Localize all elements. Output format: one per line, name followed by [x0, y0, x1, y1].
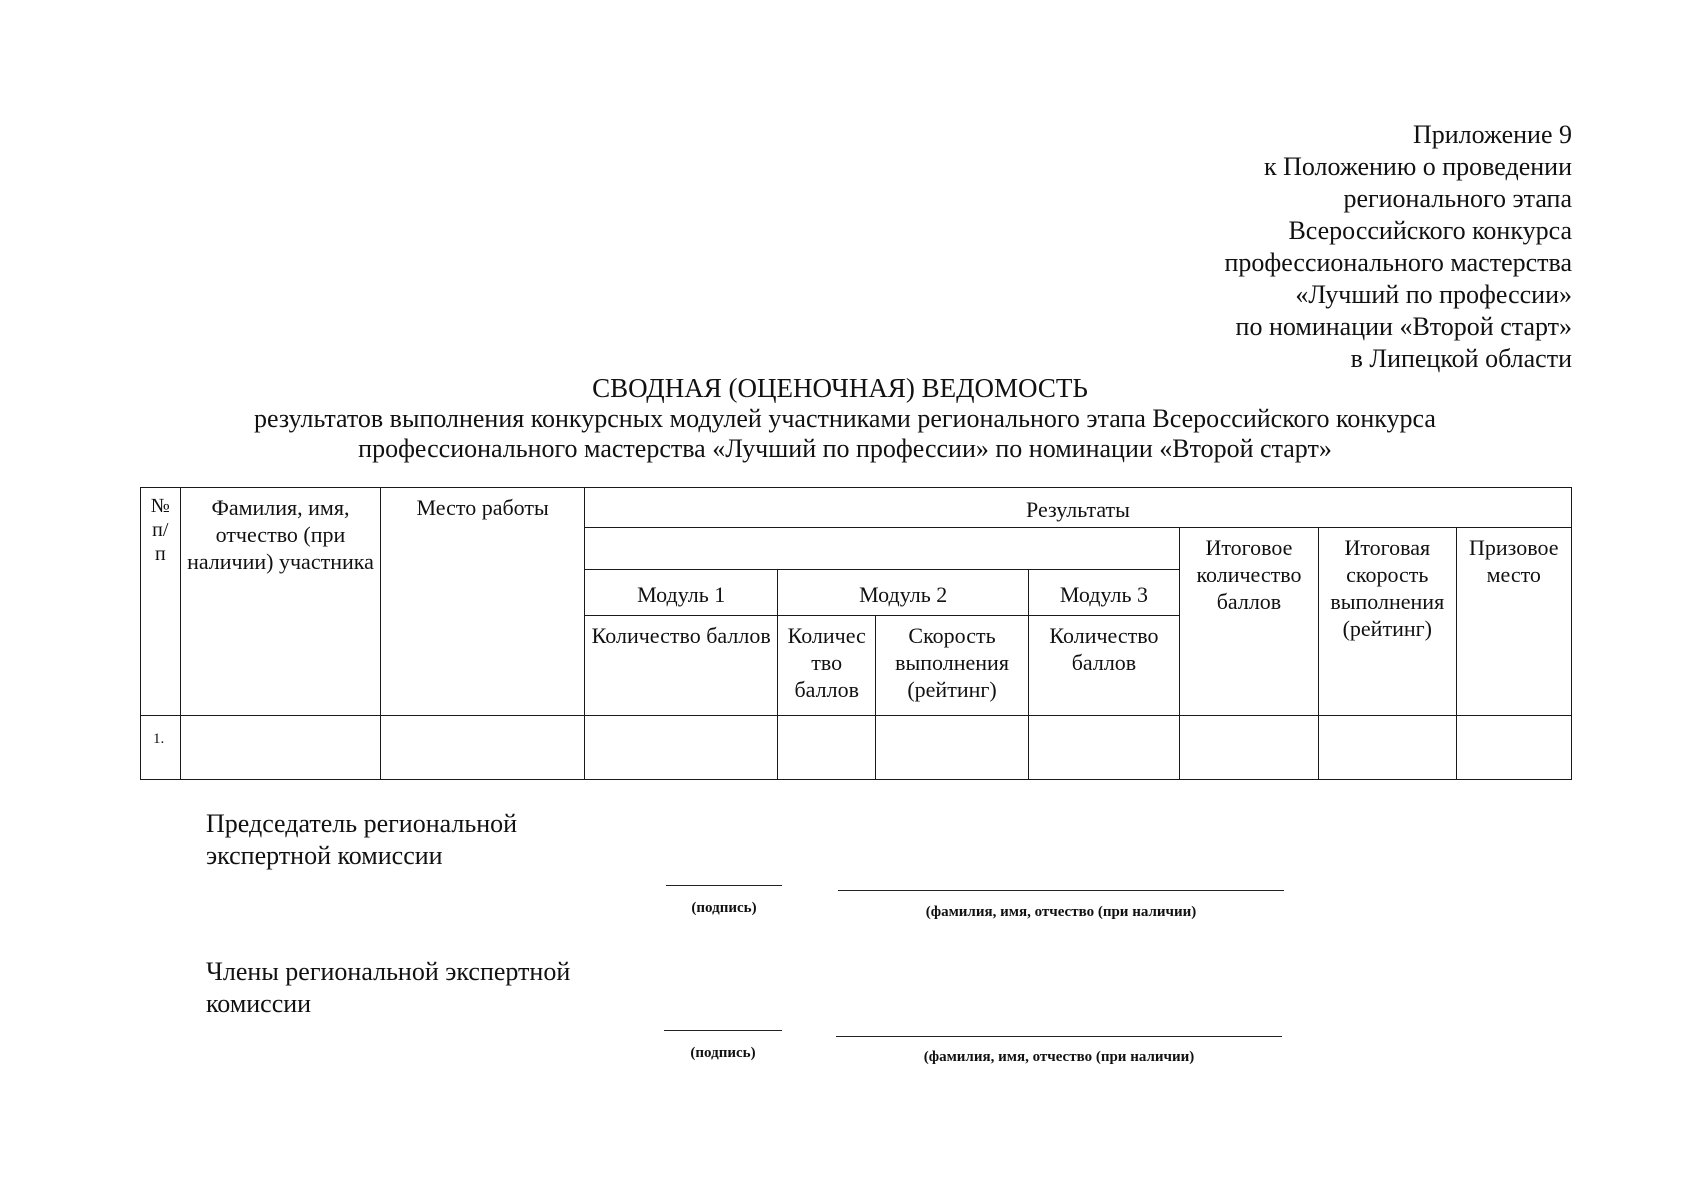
row-number: 1. [141, 716, 181, 780]
chairman-fullname-line[interactable] [838, 890, 1284, 891]
row-cell-m2-points [778, 716, 876, 780]
appendix-line: к Положению о проведении [1263, 152, 1572, 181]
chairman-label [206, 808, 517, 872]
header-name: Фамилия, имя, отчество (при наличии) участника [180, 488, 381, 716]
appendix-line: Приложение 9 [1412, 120, 1572, 149]
members-label-line-2: комиссии [206, 989, 312, 1018]
members-signature-caption: (подпись) [690, 1045, 756, 1061]
subtitle-line-1: результатов выполнения конкурсных модулей участниками регионального этапа Всероссийского конкурса [254, 404, 1436, 433]
row-cell-total-speed [1319, 716, 1457, 780]
chairman-label-line-2: экспертной комиссии [206, 841, 443, 870]
table-row [141, 716, 1572, 780]
appendix-line: Всероссийского конкурса [1288, 216, 1572, 245]
members-label [206, 956, 570, 1020]
header-m2-speed: Скорость выполнения (рейтинг) [876, 616, 1029, 716]
header-m2-points: Количес тво баллов [778, 616, 876, 716]
appendix-line: профессионального мастерства [1224, 248, 1572, 277]
header-total-speed: Итоговая скорость выполнения (рейтинг) [1319, 528, 1457, 716]
members-label-line-1: Члены региональной экспертной [206, 957, 571, 986]
subtitle-line-2: профессионального мастерства «Лучший по профессии» по номинации «Второй старт» [358, 434, 1332, 463]
header-total-points: Итоговое количество баллов [1179, 528, 1318, 716]
header-module-3: Модуль 3 [1029, 570, 1180, 616]
members-fullname-line[interactable] [836, 1036, 1282, 1037]
row-cell-m2-speed [876, 716, 1029, 780]
results-table [140, 487, 1572, 780]
row-cell-prize-place [1456, 716, 1571, 780]
chairman-fullname-caption: (фамилия, имя, отчество (при наличии) [925, 904, 1197, 920]
header-prize-place: Призовое место [1456, 528, 1571, 716]
members-fullname-caption: (фамилия, имя, отчество (при наличии) [923, 1049, 1195, 1065]
row-cell-name [180, 716, 381, 780]
header-workplace: Место работы [381, 488, 585, 716]
header-number: № п/ п [141, 488, 181, 716]
header-m3-points: Количество баллов [1029, 616, 1180, 716]
appendix-line: в Липецкой области [1350, 344, 1572, 373]
document-title: СВОДНАЯ (ОЦЕНОЧНАЯ) ВЕДОМОСТЬ [592, 373, 1088, 403]
row-cell-workplace [381, 716, 585, 780]
appendix-line: регионального этапа [1343, 184, 1572, 213]
members-signature-line[interactable] [664, 1030, 782, 1031]
header-module-1: Модуль 1 [584, 570, 777, 616]
row-cell-m3-points [1029, 716, 1180, 780]
appendix-line: «Лучший по профессии» [1295, 280, 1572, 309]
chairman-signature-caption: (подпись) [691, 900, 757, 916]
header-module-2: Модуль 2 [778, 570, 1029, 616]
header-results-blank [584, 528, 1179, 570]
chairman-signature-line[interactable] [666, 885, 782, 886]
header-m1-points: Количество баллов [584, 616, 777, 716]
header-results: Результаты [584, 488, 1571, 528]
appendix-block [1224, 119, 1572, 375]
row-cell-m1-points [584, 716, 777, 780]
row-cell-total-points [1179, 716, 1318, 780]
appendix-line: по номинации «Второй старт» [1235, 312, 1572, 341]
document-subtitle [180, 404, 1510, 464]
chairman-label-line-1: Председатель региональной [206, 809, 518, 838]
